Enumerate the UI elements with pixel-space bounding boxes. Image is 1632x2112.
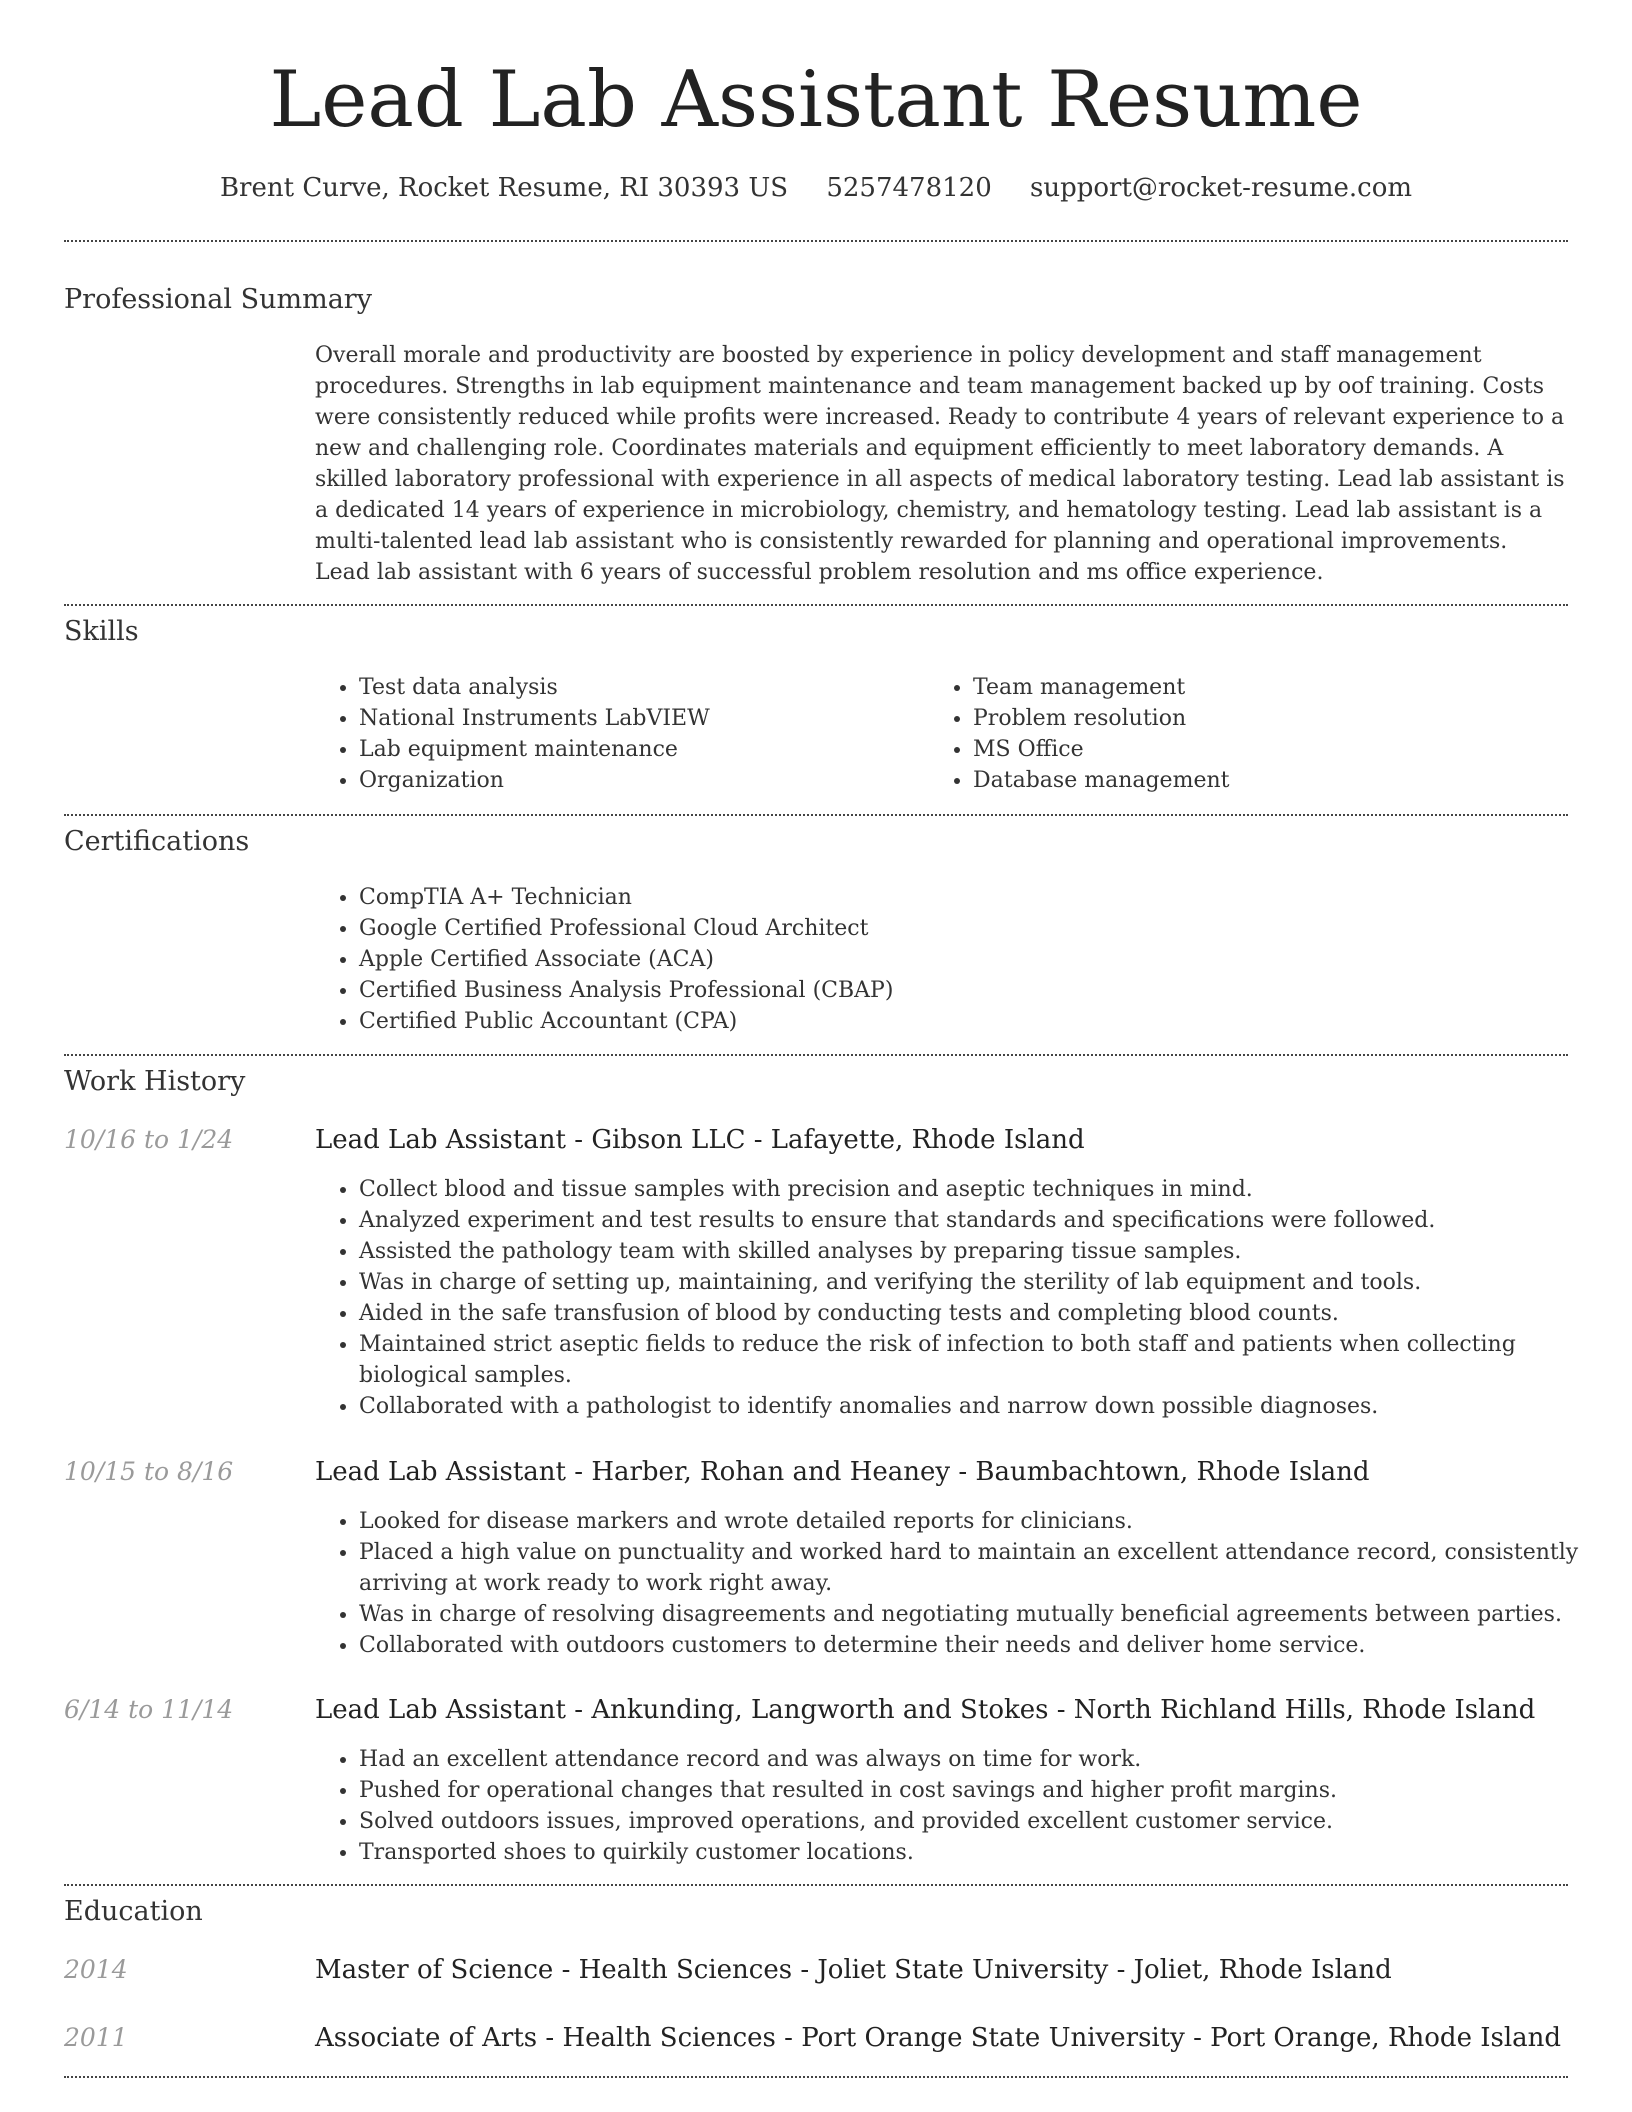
- job-dates: 6/14 to 11/14: [64, 1695, 234, 1724]
- list-item: • MS Office: [973, 734, 1573, 765]
- list-item: • Placed a high value on punctuality and worked hard to maintain an excellent attendance record, consistently arriving at work ready to work right away.: [359, 1537, 1612, 1599]
- list-item: • Database management: [973, 765, 1573, 796]
- education-degree: Master of Science - Health Sciences - Joliet State University - Joliet, Rhode Island: [315, 1955, 1392, 1985]
- list-item: • Transported shoes to quirkily customer locations.: [359, 1837, 1612, 1868]
- list-item: • Certified Business Analysis Professional (CBAP): [359, 975, 1559, 1006]
- list-item: • Had an excellent attendance record and was always on time for work.: [359, 1744, 1612, 1775]
- list-item: • Was in charge of resolving disagreements and negotiating mutually beneficial agreements between parties.: [359, 1599, 1612, 1630]
- list-item: • Google Certified Professional Cloud Architect: [359, 913, 1559, 944]
- education-year: 2014: [64, 1955, 128, 1984]
- certifications-list: [315, 882, 1559, 1037]
- list-item: • Team management: [973, 672, 1573, 703]
- education-degree: Associate of Arts - Health Sciences - Port Orange State University - Port Orange, Rhode Island: [315, 2023, 1562, 2053]
- list-item: • Was in charge of setting up, maintaining, and verifying the sterility of lab equipment and tools.: [359, 1267, 1612, 1298]
- job-dates: 10/15 to 8/16: [64, 1457, 234, 1486]
- section-divider: [64, 814, 1568, 816]
- job-title: Lead Lab Assistant - Gibson LLC - Lafayette, Rhode Island: [315, 1125, 1085, 1155]
- list-item: • Collaborated with a pathologist to identify anomalies and narrow down possible diagnoses.: [359, 1391, 1612, 1422]
- section-divider: [64, 604, 1568, 606]
- list-item: • Apple Certified Associate (ACA): [359, 944, 1559, 975]
- skills-heading: Skills: [64, 616, 139, 647]
- certifications-heading: Certifications: [64, 826, 250, 857]
- list-item: • Lab equipment maintenance: [359, 734, 919, 765]
- contact-email: support@rocket-resume.com: [1030, 173, 1413, 203]
- job-title: Lead Lab Assistant - Harber, Rohan and Heaney - Baumbachtown, Rhode Island: [315, 1457, 1370, 1487]
- list-item: • Collect blood and tissue samples with precision and aseptic techniques in mind.: [359, 1174, 1612, 1205]
- list-item: • Analyzed experiment and test results to ensure that standards and specifications were followed.: [359, 1205, 1612, 1236]
- job-bullets: [315, 1506, 1612, 1661]
- section-divider: [64, 1054, 1568, 1056]
- list-item: • Aided in the safe transfusion of blood by conducting tests and completing blood counts.: [359, 1298, 1612, 1329]
- list-item: • Test data analysis: [359, 672, 919, 703]
- job-bullets: [315, 1174, 1612, 1422]
- list-item: • Certified Public Accountant (CPA): [359, 1006, 1559, 1037]
- education-year: 2011: [64, 2023, 128, 2052]
- list-item: • Organization: [359, 765, 919, 796]
- list-item: • CompTIA A+ Technician: [359, 882, 1559, 913]
- list-item: • National Instruments LabVIEW: [359, 703, 919, 734]
- list-item: • Assisted the pathology team with skilled analyses by preparing tissue samples.: [359, 1236, 1612, 1267]
- section-divider: [64, 1884, 1568, 1886]
- list-item: • Collaborated with outdoors customers to determine their needs and deliver home service.: [359, 1630, 1612, 1661]
- contact-phone: 5257478120: [826, 173, 992, 203]
- summary-heading: Professional Summary: [64, 284, 372, 315]
- job-title: Lead Lab Assistant - Ankunding, Langworth and Stokes - North Richland Hills, Rhode Island: [315, 1695, 1536, 1725]
- section-divider: [64, 2076, 1568, 2078]
- list-item: • Problem resolution: [973, 703, 1573, 734]
- contact-address: Brent Curve, Rocket Resume, RI 30393 US: [219, 173, 789, 203]
- contact-line: [0, 170, 1632, 206]
- job-dates: 10/16 to 1/24: [64, 1125, 234, 1154]
- section-divider: [64, 240, 1568, 242]
- resume-title: Lead Lab Assistant Resume: [269, 55, 1363, 145]
- job-bullets: [315, 1744, 1612, 1868]
- list-item: • Pushed for operational changes that resulted in cost savings and higher profit margins.: [359, 1775, 1612, 1806]
- list-item: • Looked for disease markers and wrote detailed reports for clinicians.: [359, 1506, 1612, 1537]
- skills-list-left: [315, 672, 919, 796]
- education-heading: Education: [64, 1896, 203, 1927]
- skills-list-right: [929, 672, 1573, 796]
- list-item: • Maintained strict aseptic fields to reduce the risk of infection to both staff and patients when collecting biological samples.: [359, 1329, 1612, 1391]
- summary-text: Overall morale and productivity are boosted by experience in policy development and staff management procedures. Strengths in lab equipment maintenance and team management backed up by oof training. Costs were consistently reduced while profits were increased. Ready to contribute 4 years of relevant experience to a new and challenging role. Coordinates materials and equipment efficiently to meet laboratory demands. A skilled laboratory professional with experience in all aspects of medical laboratory testing. Lead lab assistant is a dedicated 14 years of experience in microbiology, chemistry, and hematology testing. Lead lab assistant is a multi-talented lead lab assistant who is consistently rewarded for planning and operational improvements. Lead lab assistant with 6 years of successful problem resolution and ms office experience.: [315, 343, 1565, 585]
- list-item: • Solved outdoors issues, improved operations, and provided excellent customer service.: [359, 1806, 1612, 1837]
- work-history-heading: Work History: [64, 1066, 246, 1097]
